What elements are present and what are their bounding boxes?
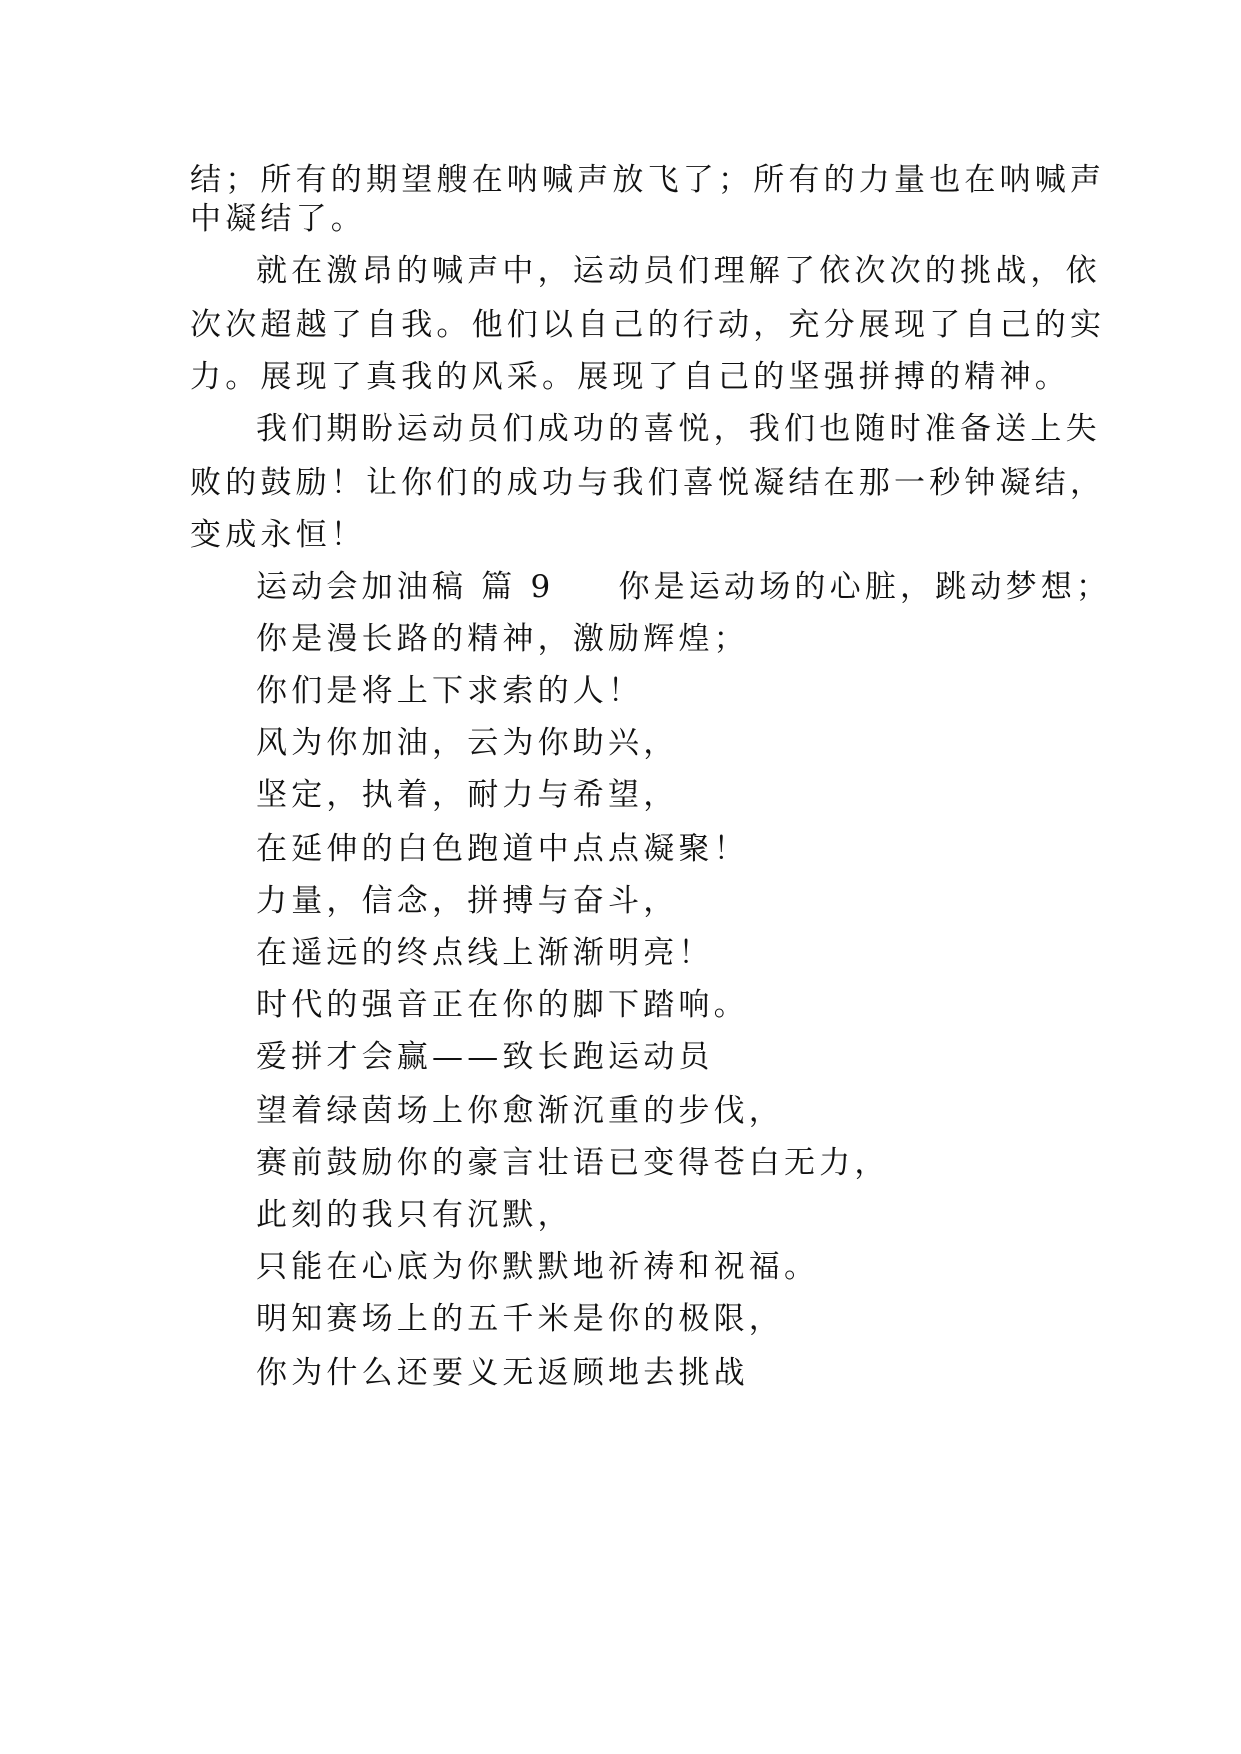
- poem-line: 时代的强音正在你的脚下踏响。: [256, 987, 749, 1023]
- paragraph-line: 力。展现了真我的风采。展现了自己的坚强拼搏的精神。: [190, 359, 1070, 395]
- paragraph-line: 次次超越了自我。他们以自己的行动，充分展现了自己的实: [190, 307, 1106, 343]
- poem-line: 风为你加油，云为你助兴，: [256, 725, 679, 761]
- section-heading-label: 运动会加油稿 篇 9: [256, 569, 555, 605]
- poem-line: 你为什么还要义无返顾地去挑战: [256, 1355, 749, 1391]
- paragraph-line: 结；所有的期望艘在呐喊声放飞了；所有的力量也在呐喊声: [190, 162, 1106, 198]
- poem-line: 只能在心底为你默默地祈祷和祝福。: [256, 1249, 820, 1285]
- poem-line: 在遥远的终点线上渐渐明亮！: [256, 935, 714, 971]
- poem-line: 力量，信念，拼搏与奋斗，: [256, 883, 679, 919]
- poem-line: 你是漫长路的精神，激励辉煌；: [256, 621, 749, 657]
- poem-line: 此刻的我只有沉默，: [256, 1197, 573, 1233]
- paragraph-line: 败的鼓励！让你们的成功与我们喜悦凝结在那一秒钟凝结，: [190, 465, 1106, 501]
- section-heading-text: 你是运动场的心脏，跳动梦想；: [618, 569, 1112, 605]
- poem-line: 坚定，执着，耐力与希望，: [256, 777, 679, 813]
- paragraph-line: 变成永恒！: [190, 517, 366, 553]
- poem-line: 你们是将上下求索的人！: [256, 673, 644, 709]
- section-heading-line: [256, 567, 1126, 607]
- poem-line: 在延伸的白色跑道中点点凝聚！: [256, 831, 749, 867]
- poem-line: 赛前鼓励你的豪言壮语已变得苍白无力，: [256, 1145, 890, 1181]
- paragraph-line: 就在激昂的喊声中，运动员们理解了依次次的挑战，依: [256, 253, 1101, 289]
- poem-line: 望着绿茵场上你愈渐沉重的步伐，: [256, 1093, 784, 1129]
- paragraph-line: 我们期盼运动员们成功的喜悦，我们也随时准备送上失: [256, 411, 1101, 447]
- poem-line: 爱拼才会赢——致长跑运动员: [256, 1039, 714, 1075]
- poem-line: 明知赛场上的五千米是你的极限，: [256, 1301, 784, 1337]
- paragraph-line: 中凝结了。: [190, 201, 366, 237]
